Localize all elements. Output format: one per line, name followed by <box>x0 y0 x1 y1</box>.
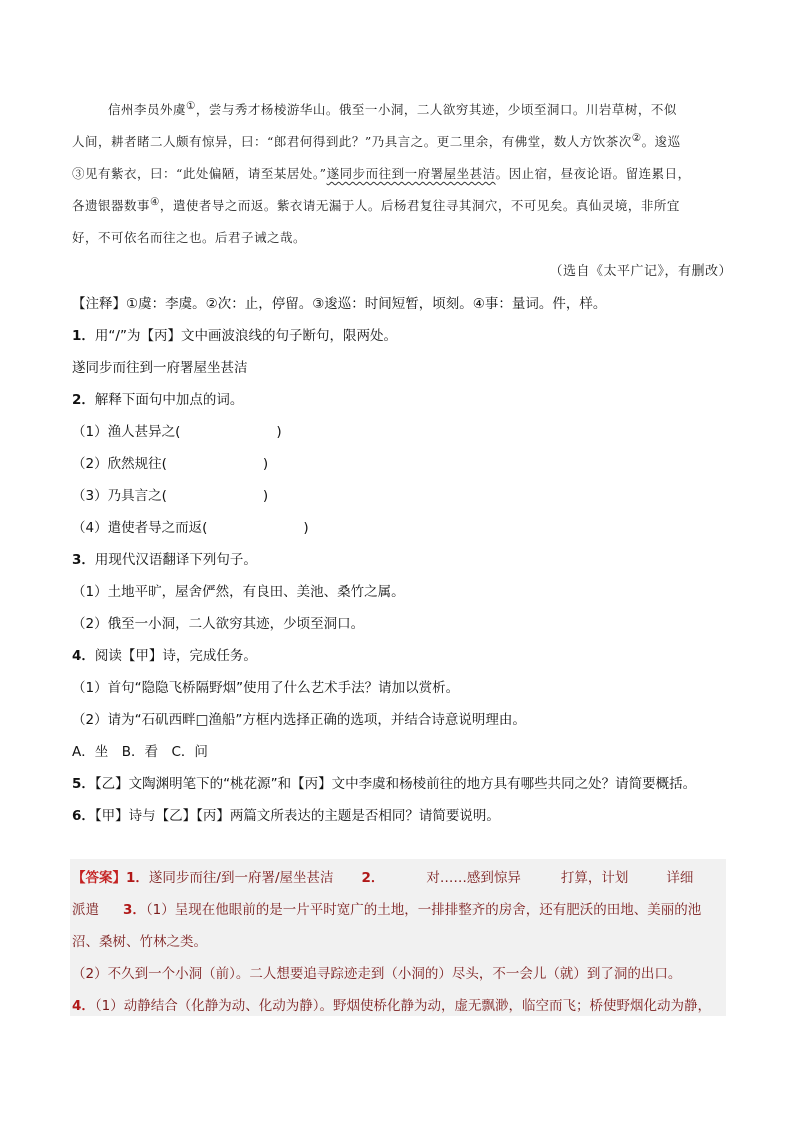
answer-line-3: 沼、桑树、竹林之类。 <box>72 934 207 950</box>
answer-number: 1． <box>126 870 149 886</box>
passage-line-1 <box>108 100 677 118</box>
passage-text: 人间，耕者睹二人颇有惊异，曰：“郎君何得到此？”乃具言之。更二里余，有佛堂，数人方饮茶次 <box>72 134 632 150</box>
answer-number: 2． <box>361 870 385 886</box>
answer-line-5 <box>72 994 711 1014</box>
item-text: （4）遣使者导之而返( <box>72 520 208 536</box>
passage-text: 好，不可依名而往之也。后君子诫之哉。 <box>72 230 307 245</box>
question-text: 阅读【甲】诗，完成任务。 <box>94 648 257 664</box>
answer-number: 3． <box>123 902 146 918</box>
answer-text: （1）动静结合（化静为动、化动为静）。野烟使桥化静为动，虚无飘渺，临空而飞；桥使野烟化动为静， <box>94 998 711 1014</box>
passage-text: 。因止宿，昼夜论语。留连累日， <box>495 166 691 181</box>
answer-text: 对……感到惊异 <box>426 870 521 886</box>
item-paren: ) <box>262 456 269 472</box>
wavy-underlined-sentence: 遂同步而往到一府署屋坐甚洁 <box>326 166 496 181</box>
answer-text: （1）呈现在他眼前的是一片平时宽广的土地，一排排整齐的房舍，还有肥沃的田地、美丽的池 <box>145 902 702 918</box>
question-4-options: A．坐 B．看 C．问 <box>72 744 208 760</box>
footnote-ref: ④ <box>150 196 160 208</box>
item-paren: ) <box>276 424 282 440</box>
passage-line-4 <box>72 196 680 214</box>
question-text: 用“/”为【丙】文中画波浪线的句子断句，限两处。 <box>94 328 397 344</box>
passage-text: ，尝与秀才杨棱游华山。俄至一小洞，二人欲穷其迹，少顷至洞口。川岩草树，不似 <box>195 102 677 118</box>
question-number: 4． <box>72 648 95 664</box>
answer-section <box>70 859 726 1016</box>
question-6 <box>72 804 500 824</box>
answer-line-4: （2）不久到一个小洞（前）。二人想要追寻踪迹走到（小洞的）尽头，不一会儿（就）到了洞的出口。 <box>72 966 682 982</box>
question-text: 【甲】诗与【乙】【丙】两篇文所表达的主题是否相同？请简要说明。 <box>94 808 500 824</box>
answer-text: 派遣 <box>72 902 99 918</box>
question-text: 解释下面句中加点的词。 <box>94 392 244 408</box>
question-4-item-1: （1）首句“隐隐飞桥隔野烟”使用了什么艺术手法？请加以赏析。 <box>72 680 460 696</box>
question-number: 6． <box>72 808 95 824</box>
answer-text: 打算，计划 <box>560 870 629 886</box>
item-text: （2）欣然规往( <box>72 456 167 472</box>
item-text: （1）渔人甚异之( <box>72 424 181 440</box>
question-4 <box>72 644 257 664</box>
answer-text: 详细 <box>666 870 694 886</box>
passage-text: 各遗银器数事 <box>72 198 151 214</box>
question-number: 2． <box>72 392 95 408</box>
question-number: 3． <box>72 552 95 568</box>
question-3 <box>72 548 257 568</box>
question-5 <box>72 772 696 792</box>
item-paren: ) <box>262 488 269 504</box>
passage-text: 见有紫衣，曰：“此处偏陋，请至某居处。” <box>85 166 327 181</box>
item-text: （3）乃具言之( <box>72 488 167 504</box>
passage-source: （选自《太平广记》，有删改） <box>549 264 732 279</box>
annotation-notes: 【注释】①虞：李虞。②次：止，停留。③逡巡：时间短暂，顷刻。④事：量词。件，样。 <box>72 296 607 312</box>
question-2 <box>72 388 243 408</box>
passage-text: 。逡巡 <box>641 134 681 150</box>
passage-line-2 <box>72 132 681 150</box>
question-text: 【乙】文陶渊明笔下的“桃花源”和【丙】文中李虞和杨棱前往的地方具有哪些共同之处？请简要概括。 <box>94 776 697 792</box>
footnote-ref: ② <box>631 132 642 144</box>
footnote-ref: ③ <box>72 166 86 181</box>
question-1-sentence: 遂同步而往到一府署屋坐甚洁 <box>72 360 248 376</box>
footnote-ref: ① <box>186 100 196 112</box>
question-2-item-4 <box>72 516 309 536</box>
answer-number: 4． <box>72 998 95 1014</box>
question-2-item-2 <box>72 452 268 472</box>
passage-text: ，遣使者导之而返。紫衣请无漏于人。后杨君复往寻其洞穴，不可见矣。真仙灵境，非所宜 <box>159 198 680 214</box>
answer-text: 遂同步而往/到一府署/屋坐甚洁 <box>148 870 334 886</box>
answer-line-1 <box>72 866 693 886</box>
question-2-item-3 <box>72 484 268 504</box>
passage-line-3 <box>72 164 691 182</box>
answer-line-2 <box>72 898 701 918</box>
item-paren: ) <box>303 520 309 536</box>
question-3-item-1: （1）土地平旷，屋舍俨然，有良田、美池、桑竹之属。 <box>72 584 405 600</box>
question-2-item-1 <box>72 420 282 440</box>
question-3-item-2: （2）俄至一小洞，二人欲穷其迹，少顷至洞口。 <box>72 616 365 632</box>
question-number: 1． <box>72 328 95 344</box>
passage-line-5 <box>72 228 306 246</box>
answer-tag: 【答案】 <box>72 870 126 886</box>
question-text: 用现代汉语翻译下列句子。 <box>94 552 257 568</box>
question-4-item-2: （2）请为“石矶西畔□渔船”方框内选择正确的选项，并结合诗意说明理由。 <box>72 712 526 728</box>
question-1 <box>72 324 397 344</box>
question-number: 5． <box>72 776 95 792</box>
passage-text: 信州李员外虞 <box>108 102 187 118</box>
